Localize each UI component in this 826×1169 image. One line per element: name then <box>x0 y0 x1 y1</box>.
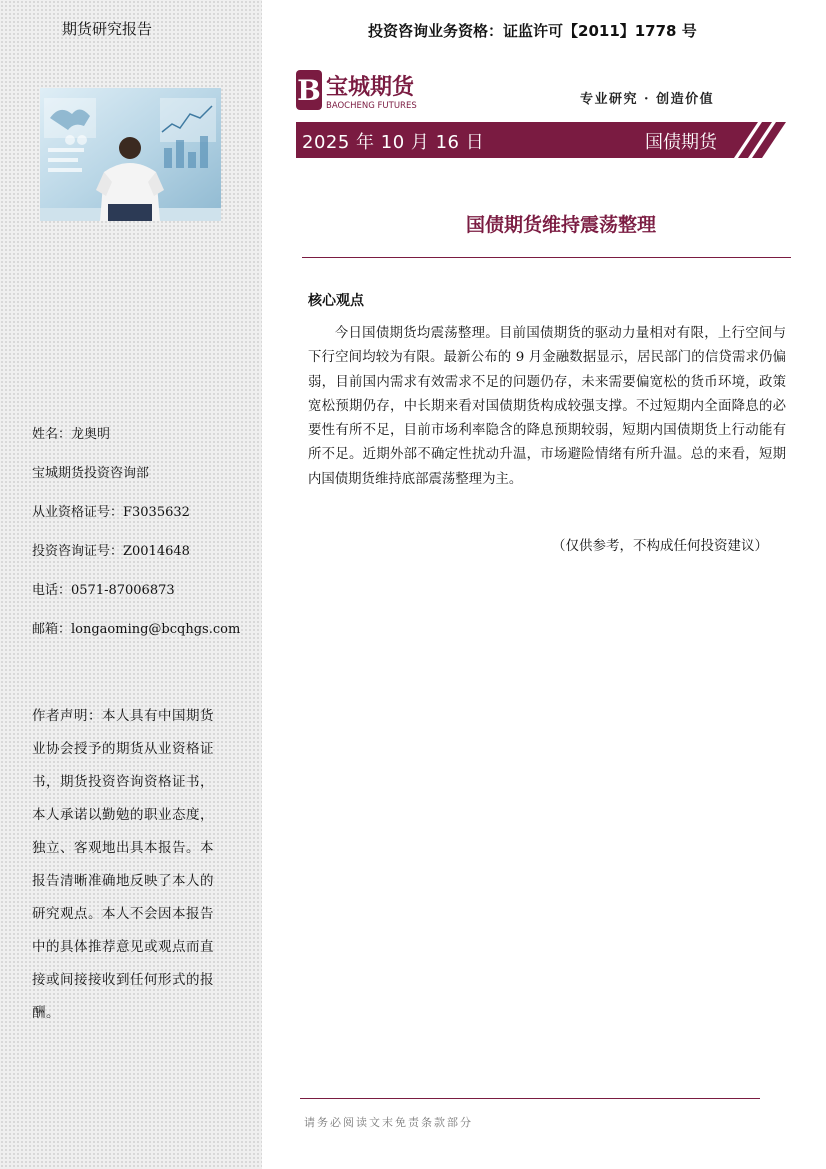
company-logo <box>296 70 436 112</box>
contact-block <box>32 428 242 662</box>
qualification-header: 投资咨询业务资格：证监许可【2011】1778 号 <box>368 22 697 40</box>
sidebar <box>0 0 262 1169</box>
hero-image <box>40 88 221 221</box>
disclaimer-line: 研究观点。本人不会因本报告 <box>32 906 214 922</box>
email[interactable]: 邮箱：longaoming@bcqhgs.com <box>32 622 241 637</box>
logo-cn: 宝城期货 <box>326 75 415 100</box>
disclaimer-line: 业协会授予的期货从业资格证 <box>32 741 214 757</box>
disclaimer-line: 酬。 <box>32 1005 60 1021</box>
title-divider <box>302 257 791 258</box>
consulting-number: 投资咨询证号：Z0014648 <box>32 544 190 559</box>
disclaimer-line: 报告清晰准确地反映了本人的 <box>32 873 214 889</box>
phone: 电话：0571-87006873 <box>32 583 175 598</box>
author-name: 姓名：龙奥明 <box>32 427 111 442</box>
disclaimer-line: 书，期货投资咨询资格证书， <box>32 774 214 790</box>
report-category: 国债期货 <box>645 132 717 153</box>
report-type-label: 期货研究报告 <box>62 20 153 38</box>
slogan: 专业研究 · 创造价值 <box>580 92 715 107</box>
report-title: 国债期货维持震荡整理 <box>465 214 656 236</box>
disclaimer-line: 中的具体推荐意见或观点而直 <box>32 939 214 955</box>
department: 宝城期货投资咨询部 <box>32 466 150 481</box>
investment-note: （仅供参考，不构成任何投资建议） <box>552 538 768 554</box>
disclaimer-line: 独立、客观地出具本报告。本 <box>32 840 214 856</box>
report-date: 2025 年 10 月 16 日 <box>302 132 485 153</box>
disclaimer-line: 接或间接接收到任何形式的报 <box>32 972 214 988</box>
logo-en: BAOCHENG FUTURES <box>326 101 417 111</box>
disclaimer-line: 本人承诺以勤勉的职业态度， <box>32 807 214 823</box>
footer-divider <box>300 1098 760 1099</box>
section-heading: 核心观点 <box>308 293 364 309</box>
author-disclaimer <box>32 700 232 1030</box>
qualification-number: 从业资格证号：F3035632 <box>32 505 190 520</box>
disclaimer-line: 作者声明：本人具有中国期货 <box>32 708 214 724</box>
core-view-paragraph: 今日国债期货均震荡整理。目前国债期货的驱动力量相对有限，上行空间与下行空间均较为有限。最新公布的 9 月金融数据显示，居民部门的信贷需求仍偏弱，目前国内需求有效需求不足的问题仍存，未来需要偏宽松的货币环境，政策宽松预期仍存，中长期来看对国债期货构成较强支撑。不过短期内全面降息的必要性有所不足，目前市场利率隐含的降息预期较弱，短期内国债期货上行动能有所不足。近期外部不确定性扰动升温，市场避险情绪有所升温。总的来看，短期内国债期货维持底部震荡整理为主。 <box>308 326 786 487</box>
svg-text:B: B <box>297 74 321 107</box>
footer-disclaimer: 请务必阅读文末免责条款部分 <box>304 1116 473 1129</box>
